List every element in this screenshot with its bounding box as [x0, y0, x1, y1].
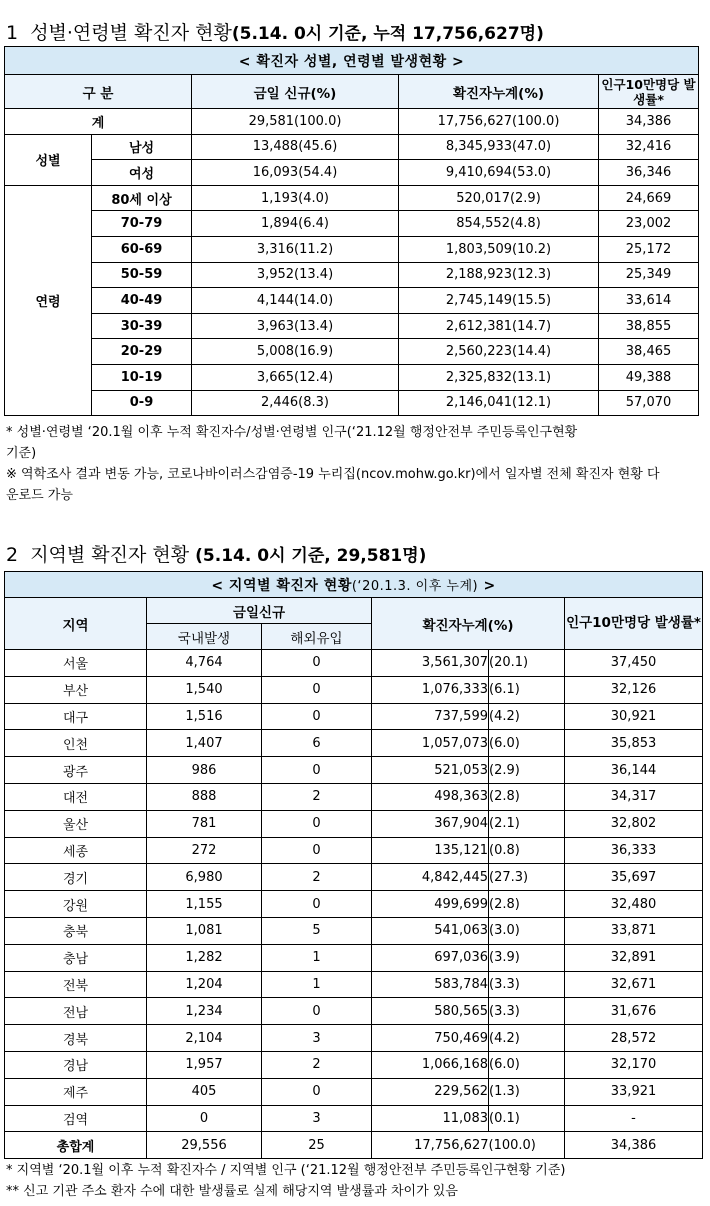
- t2-row-rate: 35,853: [565, 730, 703, 757]
- t2-row-overseas: 1: [262, 971, 372, 998]
- table-row: [5, 891, 703, 918]
- table2-caption: [5, 572, 703, 598]
- table-row: [5, 313, 699, 339]
- table-row: [5, 917, 703, 944]
- t1-header-cum: 확진자누계(%): [399, 75, 599, 109]
- t2-row-region: 인천: [5, 730, 147, 757]
- section1-number: 1: [6, 22, 19, 44]
- section2-number: 2: [6, 544, 19, 566]
- t2-row-cum: 3,561,307: [372, 650, 489, 677]
- t2-row-rate: 33,871: [565, 917, 703, 944]
- note-line: * 지역별 ‘20.1월 이후 누적 확진자수 / 지역별 인구 (‘21.12월 행정안전부 주민등록인구현황 기준): [6, 1163, 566, 1178]
- t2-row-pct: (2.8): [489, 783, 565, 810]
- t2-row-overseas: 0: [262, 703, 372, 730]
- t2-row-overseas: 0: [262, 998, 372, 1025]
- t1-total-rate: 34,386: [599, 109, 699, 135]
- table-row: [5, 339, 699, 365]
- table-row: [5, 1105, 703, 1132]
- t2-row-pct: (20.1): [489, 650, 565, 677]
- table2-caption-main: < 지역별 확진자 현황: [211, 577, 352, 594]
- table-row: [5, 134, 699, 160]
- table-row: [5, 1025, 703, 1052]
- t1-row-new: 13,488(45.6): [192, 134, 399, 160]
- t2-row-rate: 30,921: [565, 703, 703, 730]
- t2-row-overseas: 0: [262, 837, 372, 864]
- t2-total-region: 총합계: [5, 1132, 147, 1159]
- t2-row-region: 대전: [5, 783, 147, 810]
- t2-row-overseas: 0: [262, 650, 372, 677]
- t2-row-domestic: 2,104: [147, 1025, 262, 1052]
- t2-row-rate: 32,671: [565, 971, 703, 998]
- t1-row-new: 16,093(54.4): [192, 160, 399, 186]
- t2-row-region: 제주: [5, 1078, 147, 1105]
- table-row: [5, 676, 703, 703]
- t2-row-rate: 36,333: [565, 837, 703, 864]
- t2-row-overseas: 0: [262, 810, 372, 837]
- t2-row-overseas: 0: [262, 891, 372, 918]
- t1-row-rate: 23,002: [599, 211, 699, 237]
- note-line: ※ 역학조사 결과 변동 가능, 코로나바이러스감염증-19 누리집(ncov.mohw.go.kr)에서 일자별 전체 확진자 현황 다: [6, 467, 660, 482]
- t2-row-region: 전남: [5, 998, 147, 1025]
- table-row: [5, 944, 703, 971]
- table-row: [5, 288, 699, 314]
- t1-row-cum: 2,325,832(13.1): [399, 364, 599, 390]
- t2-row-region: 강원: [5, 891, 147, 918]
- t2-row-region: 대구: [5, 703, 147, 730]
- t2-row-pct: (6.0): [489, 1051, 565, 1078]
- section1-title: [6, 18, 544, 45]
- t2-row-cum: 498,363: [372, 783, 489, 810]
- t2-row-cum: 4,842,445: [372, 864, 489, 891]
- t2-row-overseas: 6: [262, 730, 372, 757]
- t2-row-region: 검역: [5, 1105, 147, 1132]
- t2-row-rate: 33,921: [565, 1078, 703, 1105]
- t1-row-rate: 38,465: [599, 339, 699, 365]
- table-row: [5, 650, 703, 677]
- t1-row-cum: 9,410,694(53.0): [399, 160, 599, 186]
- t2-row-pct: (3.9): [489, 944, 565, 971]
- t2-header-cum: 확진자누계(%): [372, 598, 565, 650]
- t2-row-overseas: 1: [262, 944, 372, 971]
- section1-subheading: (5.14. 0시 기준, 누적 17,756,627명): [231, 24, 544, 44]
- t2-row-rate: 32,126: [565, 676, 703, 703]
- t1-row-label: 20-29: [92, 339, 192, 365]
- t1-row-rate: 25,349: [599, 262, 699, 288]
- t1-row-new: 3,963(13.4): [192, 313, 399, 339]
- t2-row-domestic: 1,957: [147, 1051, 262, 1078]
- t1-row-label: 여성: [92, 160, 192, 186]
- t1-row-new: 3,316(11.2): [192, 236, 399, 262]
- t1-row-new: 1,894(6.4): [192, 211, 399, 237]
- section2-notes: [6, 1160, 700, 1202]
- table-row: [5, 1078, 703, 1105]
- t2-row-cum: 580,565: [372, 998, 489, 1025]
- t1-row-cum: 2,188,923(12.3): [399, 262, 599, 288]
- table-row: [5, 730, 703, 757]
- t1-age-label: 연령: [5, 185, 92, 415]
- t1-row-new: 4,144(14.0): [192, 288, 399, 314]
- t2-header-rate: 인구10만명당 발생률*: [565, 598, 703, 650]
- table-row: [5, 1051, 703, 1078]
- table2-caption-sub: (‘20.1.3. 이후 누계): [351, 578, 479, 594]
- t1-row-rate: 49,388: [599, 364, 699, 390]
- section1-notes: [6, 422, 700, 506]
- t1-row-label: 남성: [92, 134, 192, 160]
- t2-row-rate: 36,144: [565, 757, 703, 784]
- t2-row-pct: (4.2): [489, 1025, 565, 1052]
- t2-row-pct: (2.8): [489, 891, 565, 918]
- t2-row-pct: (6.0): [489, 730, 565, 757]
- t2-row-cum: 499,699: [372, 891, 489, 918]
- t2-row-cum: 737,599: [372, 703, 489, 730]
- t1-row-rate: 33,614: [599, 288, 699, 314]
- t1-row-new: 5,008(16.9): [192, 339, 399, 365]
- t1-row-label: 40-49: [92, 288, 192, 314]
- t1-header-rate: 인구10만명당 발생률*: [599, 75, 699, 109]
- t2-row-cum: 583,784: [372, 971, 489, 998]
- t2-row-overseas: 0: [262, 1078, 372, 1105]
- t2-row-pct: (3.3): [489, 971, 565, 998]
- t1-total-new: 29,581(100.0): [192, 109, 399, 135]
- t2-row-region: 서울: [5, 650, 147, 677]
- note-line: * 성별·연령별 ‘20.1월 이후 누적 확진자수/성별·연령별 인구(‘21.12월 행정안전부 주민등록인구현황: [6, 425, 578, 440]
- t2-row-overseas: 2: [262, 1051, 372, 1078]
- t2-total-cum: 17,756,627: [372, 1132, 489, 1159]
- t2-row-cum: 541,063: [372, 917, 489, 944]
- t1-row-rate: 24,669: [599, 185, 699, 211]
- t2-row-pct: (0.8): [489, 837, 565, 864]
- table-row: [5, 236, 699, 262]
- t1-header-category: 구 분: [5, 75, 192, 109]
- t2-row-region: 세종: [5, 837, 147, 864]
- note-line: 기준): [6, 446, 37, 461]
- t2-row-pct: (6.1): [489, 676, 565, 703]
- t2-row-rate: 32,891: [565, 944, 703, 971]
- t2-row-region: 경기: [5, 864, 147, 891]
- t2-row-overseas: 0: [262, 676, 372, 703]
- t1-row-label: 10-19: [92, 364, 192, 390]
- t2-row-cum: 11,083: [372, 1105, 489, 1132]
- t2-row-rate: 32,170: [565, 1051, 703, 1078]
- t1-row-new: 2,446(8.3): [192, 390, 399, 416]
- t2-row-region: 경북: [5, 1025, 147, 1052]
- t1-row-cum: 1,803,509(10.2): [399, 236, 599, 262]
- t2-row-pct: (3.3): [489, 998, 565, 1025]
- note-line: 운로드 가능: [6, 488, 73, 503]
- t1-row-label: 30-39: [92, 313, 192, 339]
- t2-header-domestic: 국내발생: [147, 624, 262, 650]
- t2-row-domestic: 0: [147, 1105, 262, 1132]
- t2-row-domestic: 1,204: [147, 971, 262, 998]
- t2-row-cum: 229,562: [372, 1078, 489, 1105]
- t2-row-pct: (0.1): [489, 1105, 565, 1132]
- t1-row-cum: 520,017(2.9): [399, 185, 599, 211]
- t2-row-domestic: 1,081: [147, 917, 262, 944]
- t1-row-new: 3,952(13.4): [192, 262, 399, 288]
- t2-row-overseas: 3: [262, 1025, 372, 1052]
- t2-row-domestic: 986: [147, 757, 262, 784]
- t1-total-row: [5, 109, 699, 135]
- t2-row-pct: (2.9): [489, 757, 565, 784]
- t2-row-region: 부산: [5, 676, 147, 703]
- t2-row-domestic: 4,764: [147, 650, 262, 677]
- t2-row-cum: 521,053: [372, 757, 489, 784]
- t2-row-rate: 34,317: [565, 783, 703, 810]
- table-row: [5, 390, 699, 416]
- section2-heading: 지역별 확진자 현황: [30, 544, 190, 566]
- table-row: [5, 864, 703, 891]
- table1-caption: < 확진자 성별, 연령별 발생현황 >: [5, 47, 699, 75]
- t2-row-cum: 1,076,333: [372, 676, 489, 703]
- t2-row-overseas: 3: [262, 1105, 372, 1132]
- t2-row-cum: 1,066,168: [372, 1051, 489, 1078]
- t1-row-rate: 38,855: [599, 313, 699, 339]
- t2-row-domestic: 781: [147, 810, 262, 837]
- table-row: [5, 971, 703, 998]
- section2-title: [6, 540, 426, 567]
- t2-row-overseas: 2: [262, 783, 372, 810]
- t2-row-cum: 135,121: [372, 837, 489, 864]
- t2-row-rate: 32,480: [565, 891, 703, 918]
- t1-total-cum: 17,756,627(100.0): [399, 109, 599, 135]
- t2-row-region: 충남: [5, 944, 147, 971]
- t2-row-domestic: 888: [147, 783, 262, 810]
- t2-row-domestic: 1,516: [147, 703, 262, 730]
- t2-row-pct: (27.3): [489, 864, 565, 891]
- t2-row-domestic: 6,980: [147, 864, 262, 891]
- t2-header-new-group: 금일신규: [147, 598, 372, 624]
- table-row: [5, 783, 703, 810]
- t2-row-domestic: 272: [147, 837, 262, 864]
- table-row: [5, 364, 699, 390]
- t2-row-overseas: 5: [262, 917, 372, 944]
- t2-header-region: 지역: [5, 598, 147, 650]
- region-table: [4, 571, 703, 1159]
- t1-gender-label: 성별: [5, 134, 92, 185]
- t2-row-region: 충북: [5, 917, 147, 944]
- t1-row-label: 80세 이상: [92, 185, 192, 211]
- t2-row-pct: (4.2): [489, 703, 565, 730]
- t1-row-cum: 2,612,381(14.7): [399, 313, 599, 339]
- t2-row-domestic: 1,282: [147, 944, 262, 971]
- t2-row-cum: 750,469: [372, 1025, 489, 1052]
- table-row: [5, 810, 703, 837]
- t2-total-row: [5, 1132, 703, 1159]
- table-row: [5, 185, 699, 211]
- t2-row-rate: 28,572: [565, 1025, 703, 1052]
- t2-row-domestic: 405: [147, 1078, 262, 1105]
- t1-row-rate: 25,172: [599, 236, 699, 262]
- t2-row-domestic: 1,234: [147, 998, 262, 1025]
- t1-row-label: 50-59: [92, 262, 192, 288]
- t1-total-label: 계: [5, 109, 192, 135]
- t2-row-pct: (3.0): [489, 917, 565, 944]
- t2-row-region: 경남: [5, 1051, 147, 1078]
- t2-row-domestic: 1,540: [147, 676, 262, 703]
- t1-row-rate: 57,070: [599, 390, 699, 416]
- t2-total-rate: 34,386: [565, 1132, 703, 1159]
- t2-row-rate: 32,802: [565, 810, 703, 837]
- t2-row-region: 울산: [5, 810, 147, 837]
- t2-body: [5, 650, 703, 1132]
- t1-row-cum: 2,745,149(15.5): [399, 288, 599, 314]
- section1-heading: 성별·연령별 확진자 현황: [30, 22, 232, 44]
- t2-row-region: 광주: [5, 757, 147, 784]
- t2-row-rate: 37,450: [565, 650, 703, 677]
- t1-row-new: 1,193(4.0): [192, 185, 399, 211]
- t1-row-cum: 8,345,933(47.0): [399, 134, 599, 160]
- section2-subheading: (5.14. 0시 기준, 29,581명): [195, 546, 427, 566]
- t2-row-rate: 31,676: [565, 998, 703, 1025]
- note-line: ** 신고 기관 주소 환자 수에 대한 발생률로 실제 해당지역 발생률과 차이가 있음: [6, 1184, 458, 1199]
- table-row: [5, 703, 703, 730]
- t2-row-rate: 35,697: [565, 864, 703, 891]
- t2-row-pct: (2.1): [489, 810, 565, 837]
- t1-row-cum: 854,552(4.8): [399, 211, 599, 237]
- t2-total-domestic: 29,556: [147, 1132, 262, 1159]
- t1-row-label: 0-9: [92, 390, 192, 416]
- table-row: [5, 160, 699, 186]
- t2-row-domestic: 1,407: [147, 730, 262, 757]
- table-row: [5, 757, 703, 784]
- t2-row-cum: 367,904: [372, 810, 489, 837]
- table2-caption-end: >: [478, 577, 496, 594]
- t2-row-overseas: 2: [262, 864, 372, 891]
- table-row: [5, 998, 703, 1025]
- t2-row-overseas: 0: [262, 757, 372, 784]
- t1-row-rate: 36,346: [599, 160, 699, 186]
- t2-header-overseas: 해외유입: [262, 624, 372, 650]
- t1-row-new: 3,665(12.4): [192, 364, 399, 390]
- t2-total-overseas: 25: [262, 1132, 372, 1159]
- table-row: [5, 262, 699, 288]
- table-row: [5, 211, 699, 237]
- t1-row-rate: 32,416: [599, 134, 699, 160]
- t2-row-rate: -: [565, 1105, 703, 1132]
- t1-row-cum: 2,146,041(12.1): [399, 390, 599, 416]
- t2-row-region: 전북: [5, 971, 147, 998]
- t1-row-cum: 2,560,223(14.4): [399, 339, 599, 365]
- t1-row-label: 70-79: [92, 211, 192, 237]
- table-row: [5, 837, 703, 864]
- t2-row-cum: 697,036: [372, 944, 489, 971]
- t1-row-label: 60-69: [92, 236, 192, 262]
- t2-row-cum: 1,057,073: [372, 730, 489, 757]
- gender-age-table: [4, 46, 699, 416]
- t1-header-new: 금일 신규(%): [192, 75, 399, 109]
- t2-total-pct: (100.0): [489, 1132, 565, 1159]
- t2-row-pct: (1.3): [489, 1078, 565, 1105]
- t2-row-domestic: 1,155: [147, 891, 262, 918]
